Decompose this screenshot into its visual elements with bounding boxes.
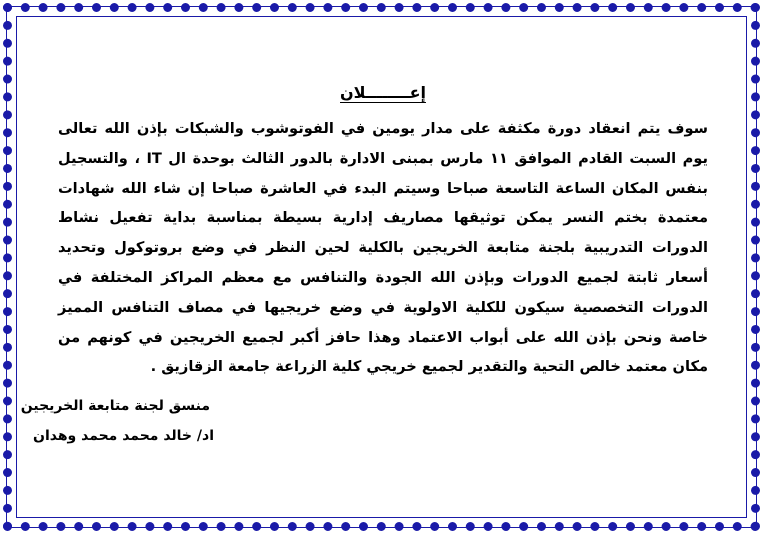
announcement-title: إعــــــــلان <box>340 83 426 102</box>
signature-role: منسق لجنة متابعة الخريجين <box>20 398 210 414</box>
announcement-body: سوف يتم انعقاد دورة مكثفة على مدار يومين في الفوتوشوب والشبكات بإذن الله تعالى يوم السبت القادم الموافق ١١ مارس بمبنى الادارة بالدور الثالث بوحدة ال IT ، والتسجيل بنفس المكان الساعة التاسعة صباحا وسيتم البدء في العاشرة صباحا إن شاء الله شهادات معتمدة بختم النسر يمكن توثيقها مصاريف إدارية بسيطة بمناسبة بداية تفعيل نشاط الدورات التدريبية بلجنة متابعة الخريجين بالكلية لحين النظر في وضع بروتوكول وتحديد أسعار ثابتة لجميع الدورات وبإذن الله الجودة والتنافس مع معظم المراكز المختلفة في الدورات التخصصية سيكون للكلية الاولوية في وضع خريجيها في مصاف التنافس المميز خاصة ونحن بإذن الله على أبواب الاعتماد وهذا حافز أكبر لجميع الخريجين في كونهم من مكان معتمد خالص التحية والتقدير لجميع خريجي كلية الزراعة جامعة الزقازيق . <box>58 120 709 376</box>
announcement-document <box>20 82 709 444</box>
signature-name: اد/ خالد محمد محمد وهدان <box>33 428 214 444</box>
